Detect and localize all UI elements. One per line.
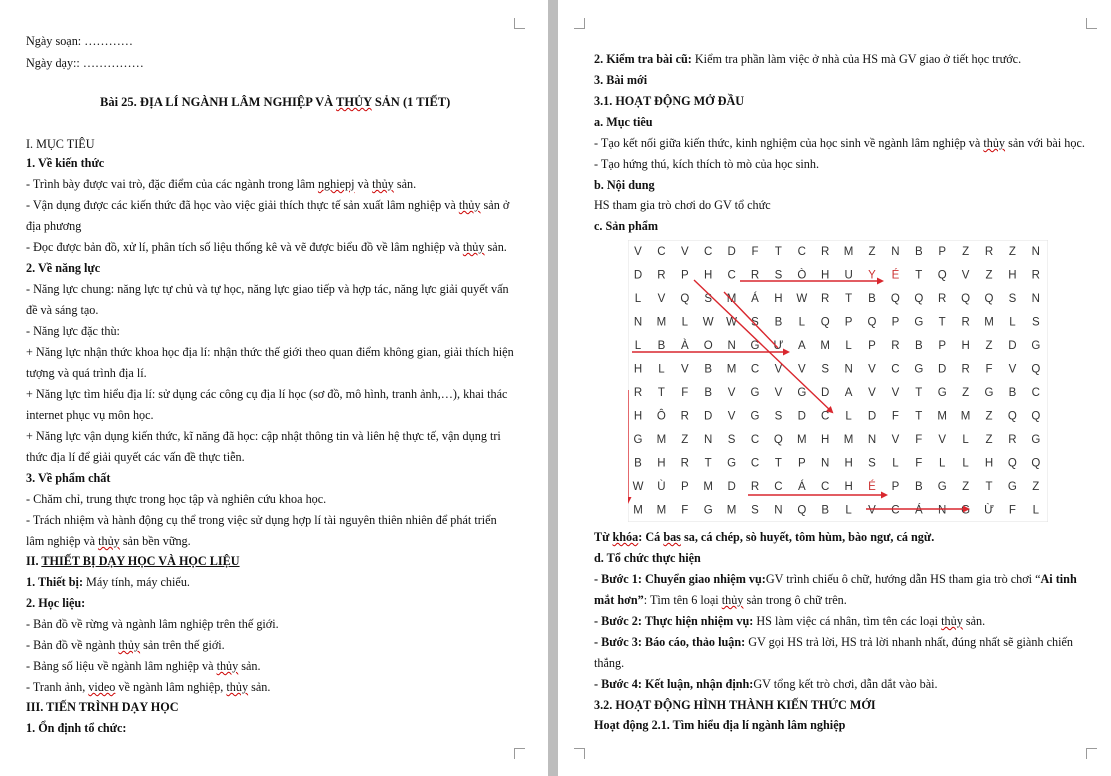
competency-line: internet phục vụ môn học. (26, 408, 154, 422)
grid-letter: P (938, 340, 947, 352)
step-line: - Bước 4: Kết luận, nhận định:GV tổng kết trò chơi, dẫn dắt vào bài. (594, 677, 938, 691)
grid-letter: R (961, 316, 970, 329)
competency-line: + Năng lực vận dụng kiến thức, kĩ năng đã học: cập nhật thông tin và liên hệ thực tế, vận dụng tri (26, 429, 501, 443)
heading-thiet-bi: II. THIẾT BỊ DẠY HỌC VÀ HỌC LIỆU (26, 554, 240, 568)
grid-letter: P (844, 316, 853, 329)
grid-letter: G (750, 387, 760, 399)
grid-letter: F (751, 246, 759, 258)
grid-letter: B (914, 340, 923, 352)
step-line: - Bước 3: Báo cáo, thảo luận: GV gọi HS trả lời, HS trả lời nhanh nhất, đúng nhất sẽ giành chiến (594, 635, 1073, 649)
grid-letter: L (845, 504, 852, 517)
grid-letter: W (632, 481, 644, 493)
grid-letter: V (774, 363, 783, 376)
grid-letter: C (1031, 387, 1040, 399)
grid-letter: C (891, 363, 900, 376)
grid-letter: M (797, 434, 807, 446)
grid-letter: H (961, 340, 970, 352)
grid-letter: Z (985, 269, 993, 282)
grid-letter: S (704, 293, 713, 305)
grid-letter: Ù (657, 481, 666, 493)
heading-noi-dung: b. Nội dung (594, 178, 655, 192)
grid-letter: Á (914, 504, 923, 517)
grid-letter: F (915, 434, 923, 446)
grid-letter: V (868, 363, 876, 376)
grid-letter: P (797, 457, 806, 470)
grid-letter: V (868, 387, 876, 399)
equipment-line: 1. Thiết bị: Máy tính, máy chiếu. (26, 575, 190, 589)
grid-letter: G (914, 316, 924, 329)
heading-hoat-dong-mo-dau: 3.1. HOẠT ĐỘNG MỞ ĐẦU (594, 94, 745, 108)
grid-letter: V (868, 504, 876, 517)
grid-letter: T (657, 387, 665, 399)
grid-letter: R (938, 293, 947, 305)
material-line: - Tranh ảnh, video về ngành lâm nghiệp, thủy sản. (26, 680, 271, 694)
grid-letter: Q (680, 293, 690, 305)
content-line: HS tham gia trò chơi do GV tổ chức (594, 198, 771, 212)
step-line: mắt hơn”: Tìm tên 6 loại thủy sản trong ô chữ trên. (594, 593, 847, 607)
crop-mark (514, 18, 525, 29)
grid-letter: B (868, 293, 876, 305)
grid-letter: P (868, 340, 876, 352)
grid-letter: G (914, 363, 924, 376)
material-line: - Bảng số liệu về ngành lâm nghiệp và thủy sản. (26, 659, 261, 673)
grid-letter: Z (962, 246, 970, 258)
grid-letter: S (1031, 316, 1040, 329)
material-line: - Bản đồ về rừng và ngành lâm nghiệp trên thế giới. (26, 617, 279, 631)
grid-letter: U (844, 269, 853, 282)
heading-to-chuc: d. Tổ chức thực hiện (594, 551, 701, 565)
grid-letter: Z (962, 481, 970, 493)
grid-letter: S (751, 504, 759, 517)
grid-letter: B (821, 504, 830, 517)
heading-hoc-lieu: 2. Học liệu: (26, 596, 86, 610)
grid-letter: R (1008, 434, 1017, 446)
grid-letter: Z (985, 434, 993, 446)
grid-letter: H (844, 457, 853, 470)
grid-letter: L (1009, 316, 1016, 329)
grid-letter: L (634, 340, 642, 352)
grid-letter: H (704, 269, 713, 282)
grid-letter: M (984, 316, 994, 329)
grid-letter: D (633, 269, 643, 282)
grid-letter: M (656, 316, 667, 329)
lesson-title: Bài 25. ĐỊA LÍ NGÀNH LÂM NGHIỆP VÀ THỦY SẢN (1 TIẾT) (100, 95, 451, 109)
grid-letter: S (727, 434, 736, 446)
grid-letter: G (937, 481, 947, 493)
grid-letter: G (703, 504, 713, 517)
grid-letter: B (704, 387, 713, 399)
grid-letter: V (891, 387, 900, 399)
grid-letter: T (774, 246, 782, 258)
review-line: 2. Kiểm tra bài cũ: Kiểm tra phần làm việc ở nhà của HS mà GV giao ở tiết học trước. (594, 52, 1022, 66)
objective-line: - Tạo hứng thú, kích thích tò mò của học sinh. (594, 157, 820, 171)
grid-letter: C (750, 363, 760, 376)
grid-letter: R (821, 293, 830, 305)
grid-letter: D (1008, 340, 1017, 352)
grid-letter: O (703, 340, 713, 352)
document-page-left (0, 0, 548, 776)
grid-letter: H (633, 410, 643, 423)
grid-letter: F (891, 410, 899, 423)
grid-letter: R (750, 481, 760, 493)
heading-hoat-dong-hinh-thanh: 3.2. HOẠT ĐỘNG HÌNH THÀNH KIẾN THỨC MỚI (594, 698, 876, 712)
grid-letter: M (843, 246, 854, 258)
grid-letter: R (891, 340, 900, 352)
heading-hoat-dong-2-1: Hoạt động 2.1. Tìm hiểu địa lí ngành lâm nghiệp (594, 718, 846, 732)
grid-letter: M (726, 363, 737, 376)
competency-line: + Năng lực tìm hiểu địa lí: sử dụng các công cụ địa lí học (sơ đồ, mô hình, tranh ảnh,…), khai thác (26, 387, 508, 401)
grid-letter: V (657, 293, 666, 305)
grid-letter: C (750, 434, 760, 446)
grid-letter: V (774, 387, 783, 399)
grid-letter: T (915, 269, 923, 282)
grid-letter: L (938, 457, 946, 470)
objective-line: - Tạo kết nối giữa kiến thức, kinh nghiệm của học sinh về ngành lâm nghiệp và thủy sản với bài học. (594, 136, 1085, 150)
grid-letter: M (820, 340, 830, 352)
step-line: - Bước 1: Chuyển giao nhiệm vụ:GV trình chiếu ô chữ, hướng dẫn HS tham gia trò chơi “Ai tinh (594, 572, 1077, 586)
grid-letter: Á (751, 293, 759, 305)
grid-letter: Ô (656, 410, 666, 423)
grid-letter: Q (820, 316, 830, 329)
grid-letter: L (962, 457, 969, 470)
grid-letter: N (891, 246, 900, 258)
competency-line: thức địa lí để giải quyết các vấn đề thực tiễn. (26, 450, 245, 464)
grid-letter: W (702, 316, 714, 329)
word-search-grid (628, 240, 1048, 522)
grid-letter: D (727, 246, 736, 258)
grid-letter: T (704, 457, 712, 470)
grid-letter: Ò (797, 269, 807, 282)
grid-letter: H (821, 434, 830, 446)
grid-letter: M (726, 504, 737, 517)
objective-line: - Đọc được bản đồ, xử lí, phân tích số liệu thống kê và vẽ được biểu đồ về lâm nghiệp và thủy sản. (26, 240, 507, 254)
competency-line: - Năng lực chung: năng lực tự chủ và tự học, năng lực giao tiếp và hợp tác, năng lực giải quyết vấn (26, 282, 509, 296)
grid-letter: H (657, 457, 666, 470)
grid-letter: D (867, 410, 877, 423)
competency-line: đề và sáng tạo. (26, 303, 99, 317)
material-line: - Bản đồ về ngành thủy sản trên thế giới. (26, 638, 225, 652)
grid-letter: Q (937, 269, 947, 282)
grid-letter: L (1032, 504, 1040, 517)
grid-letter: F (915, 457, 923, 470)
grid-letter: T (938, 316, 946, 329)
grid-letter: É (891, 269, 900, 282)
heading-on-dinh: 1. Ổn định tổ chức: (26, 721, 127, 735)
grid-letter: R (680, 457, 689, 470)
grid-letter: W (726, 316, 738, 329)
heading-san-pham: c. Sản phẩm (594, 219, 659, 233)
grid-letter: C (821, 481, 830, 493)
grid-letter: A (844, 387, 853, 399)
grid-letter: M (703, 481, 713, 493)
heading-muc-tieu: a. Mục tiêu (594, 115, 653, 129)
grid-letter: C (891, 504, 900, 517)
grid-letter: Y (868, 269, 876, 282)
grid-letter: B (634, 457, 642, 470)
objective-line: - Trình bày được vai trò, đặc điểm của các ngành trong lâm nghiepj và thủy sản. (26, 177, 417, 191)
grid-letter: S (1008, 293, 1017, 305)
grid-letter: L (681, 316, 689, 329)
grid-letter: L (892, 457, 899, 470)
grid-letter: R (657, 269, 666, 282)
grid-letter: Q (984, 293, 994, 305)
grid-letter: P (938, 246, 947, 258)
grid-letter: Q (1031, 410, 1041, 423)
grid-letter: T (845, 293, 853, 305)
grid-letter: M (960, 410, 971, 423)
grid-letter: W (796, 293, 808, 305)
grid-letter: F (985, 363, 993, 376)
grid-letter: B (1008, 387, 1017, 399)
grid-letter: P (891, 481, 900, 493)
grid-letter: V (727, 387, 736, 399)
grid-letter: Á (797, 481, 806, 493)
crop-mark (1086, 748, 1097, 759)
grid-letter: B (704, 363, 713, 376)
grid-letter: À (680, 340, 689, 352)
grid-letter: V (634, 246, 642, 258)
grid-letter: N (774, 504, 783, 517)
grid-letter: M (656, 434, 667, 446)
grid-letter: G (1007, 481, 1017, 493)
grid-letter: V (961, 269, 970, 282)
grid-letter: G (750, 410, 760, 423)
crop-mark (1086, 18, 1097, 29)
grid-letter: T (915, 410, 923, 423)
grid-letter: S (774, 410, 783, 423)
grid-letter: Q (1031, 363, 1041, 376)
quality-line: - Chăm chỉ, trung thực trong học tập và nghiên cứu khoa học. (26, 492, 327, 506)
crop-mark (574, 748, 585, 759)
grid-letter: B (914, 481, 923, 493)
grid-letter: Q (1031, 457, 1041, 470)
grid-letter: Q (797, 504, 807, 517)
grid-letter: L (798, 316, 806, 329)
grid-letter: Z (985, 340, 993, 352)
grid-letter: Q (890, 293, 900, 305)
grid-letter: L (845, 410, 852, 423)
grid-letter: G (633, 434, 643, 446)
grid-letter: N (633, 316, 643, 329)
grid-letter: R (821, 246, 830, 258)
grid-letter: F (681, 504, 689, 517)
grid-letter: H (1008, 269, 1017, 282)
grid-letter: C (821, 410, 830, 423)
grid-letter: S (751, 316, 759, 329)
grid-letter: V (727, 410, 736, 423)
grid-letter: R (750, 269, 760, 282)
grid-letter: H (633, 363, 643, 376)
grid-letter: N (1031, 246, 1040, 258)
grid-letter: G (1031, 340, 1041, 352)
grid-letter: S (774, 269, 783, 282)
grid-letter: C (727, 269, 736, 282)
competency-line: tượng và quá trình địa lí. (26, 366, 147, 380)
grid-letter: V (680, 363, 689, 376)
heading-tien-trinh: III. TIẾN TRÌNH DẠY HỌC (26, 700, 179, 714)
grid-letter: G (1031, 434, 1041, 446)
grid-letter: G (937, 387, 947, 399)
grid-letter: R (1031, 269, 1040, 282)
heading-muc-tieu: I. MỤC TIÊU (26, 137, 95, 151)
grid-letter: B (657, 340, 666, 352)
grid-letter: C (704, 246, 713, 258)
objective-line: - Vận dụng được các kiến thức đã học vào việc giải thích thực tế sản xuất lâm nghiệp và thủy sản ở (26, 198, 510, 212)
grid-letter: D (938, 363, 947, 376)
grid-letter: F (1008, 504, 1016, 517)
grid-letter: M (937, 410, 947, 423)
grid-letter: M (633, 504, 643, 517)
grid-letter: Q (1007, 410, 1017, 423)
grid-letter: H (984, 457, 994, 470)
grid-letter: R (680, 410, 689, 423)
grid-letter: D (821, 387, 830, 399)
grid-letter: R (984, 246, 994, 258)
grid-letter: Q (1007, 457, 1017, 470)
grid-letter: T (774, 457, 782, 470)
grid-letter: N (821, 457, 830, 470)
grid-letter: B (774, 316, 783, 329)
grid-letter: Z (1008, 246, 1016, 258)
grid-letter: A (797, 340, 806, 352)
grid-letter: G (727, 457, 737, 470)
grid-letter: N (844, 363, 853, 376)
grid-letter: H (821, 269, 830, 282)
grid-letter: R (633, 387, 643, 399)
grid-letter: D (704, 410, 713, 423)
grid-letter: M (726, 293, 737, 305)
grid-letter: M (843, 434, 854, 446)
grid-letter: Z (1032, 481, 1040, 493)
objective-line: địa phương (26, 219, 82, 233)
heading-kien-thuc: 1. Về kiến thức (26, 156, 105, 170)
grid-letter: T (985, 481, 993, 493)
crop-mark (574, 18, 585, 29)
competency-line: - Năng lực đặc thù: (26, 324, 120, 338)
heading-bai-moi: 3. Bài mới (594, 73, 648, 87)
grid-letter: D (797, 410, 806, 423)
heading-pham-chat: 3. Về phẩm chất (26, 471, 111, 485)
grid-letter: L (845, 340, 852, 352)
quality-line: lâm nghiệp và thủy sản bền vững. (26, 534, 191, 548)
grid-letter: B (914, 246, 923, 258)
grid-letter: N (867, 434, 877, 446)
grid-letter: S (868, 457, 876, 470)
grid-letter: S (821, 363, 830, 376)
grid-letter: G (961, 504, 971, 517)
grid-frame (628, 240, 1048, 522)
grid-letter: L (634, 293, 642, 305)
grid-letter: T (915, 387, 923, 399)
grid-letter: C (774, 481, 783, 493)
grid-letter: C (657, 246, 666, 258)
grid-letter: Q (961, 293, 971, 305)
grid-letter: V (680, 246, 689, 258)
grid-letter: H (844, 481, 853, 493)
date-prepared: Ngày soạn: ………… (26, 34, 133, 48)
grid-letter: Q (867, 316, 877, 329)
grid-letter: C (750, 457, 760, 470)
grid-letter: C (797, 246, 806, 258)
grid-letter: Z (962, 387, 970, 399)
grid-letter: G (984, 387, 994, 399)
grid-letter: V (1008, 363, 1017, 376)
grid-letter: P (891, 316, 900, 329)
grid-letter: Z (985, 410, 993, 423)
grid-letter: V (891, 434, 900, 446)
grid-letter: M (656, 504, 667, 517)
grid-letter: D (727, 481, 736, 493)
grid-letter: Ư (773, 340, 784, 352)
grid-letter: L (658, 363, 665, 376)
grid-letter: R (961, 363, 970, 376)
grid-letter: N (727, 340, 736, 352)
grid-letter: N (938, 504, 947, 517)
grid-letter: N (1031, 293, 1040, 305)
grid-letter: F (681, 387, 689, 399)
grid-letter: P (680, 481, 689, 493)
step-line: - Bước 2: Thực hiện nhiệm vụ: HS làm việc cá nhân, tìm tên các loại thủy sản. (594, 614, 986, 628)
heading-nang-luc: 2. Về năng lực (26, 261, 101, 275)
grid-letter: Q (773, 434, 783, 446)
grid-letter: É (868, 481, 876, 493)
grid-letter: Z (868, 246, 876, 258)
grid-letter: N (704, 434, 713, 446)
crop-mark (514, 748, 525, 759)
step-line: thắng. (594, 656, 625, 670)
grid-letter: V (797, 363, 806, 376)
date-taught: Ngày dạy:: …………… (26, 56, 144, 70)
keywords-line: Từ khóa: Cá bas sa, cá chép, sò huyết, tôm hùm, bào ngư, cá ngừ. (594, 530, 935, 544)
competency-line: + Năng lực nhận thức khoa học địa lí: nhận thức thế giới theo quan điểm không gian, giải thích hiện (26, 345, 514, 359)
grid-letter: L (962, 434, 969, 446)
grid-letter: P (680, 269, 689, 282)
grid-letter: Z (681, 434, 689, 446)
quality-line: - Trách nhiệm và hành động cụ thể trong việc sử dụng hợp lí tài nguyên thiên nhiên để phát triển (26, 513, 497, 527)
grid-letter: H (774, 293, 783, 305)
grid-letter: Q (914, 293, 924, 305)
grid-letter: G (797, 387, 807, 399)
grid-letter: Ừ (984, 504, 994, 517)
grid-letter: G (750, 340, 760, 352)
grid-letter: V (938, 434, 947, 446)
